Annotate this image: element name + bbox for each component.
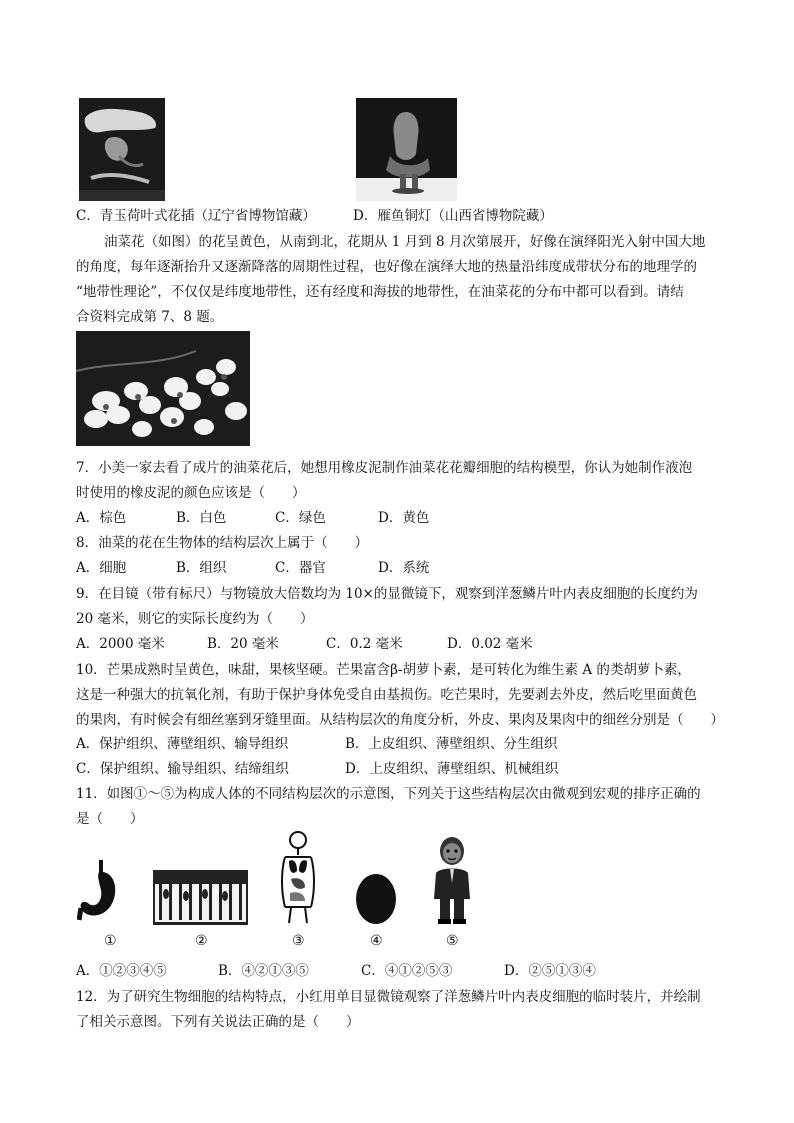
question-9-line-2: 20 毫米，则它的实际长度约为（ ） [76,611,314,627]
question-10-option-b: B．上皮组织、薄壁组织、分生组织 [345,736,558,752]
question-12-line-2: 了相关示意图。下列有关说法正确的是（ ） [76,1014,360,1030]
question-11-line-2: 是（ ） [76,811,144,827]
figure-label-1: ① [104,933,117,949]
human-organs-figure [275,831,321,925]
question-10-line-3: 的果肉，有时候会有细丝塞到牙缝里面。从结构层次的角度分析，外皮、果肉及果肉中的细丝分别是（ ） [76,712,724,728]
question-12-line-1: 12．为了研究生物细胞的结构特点，小红用单目显微镜观察了洋葱鳞片叶内表皮细胞的临时装片，并绘制 [76,989,701,1005]
question-10-line-1: 10．芒果成熟时呈黄色，味甜，果核坚硬。芒果富含β-胡萝卜素，是可转化为维生素 A 的类胡萝卜素， [76,662,691,678]
question-7-option-a: A．棕色 [76,510,127,526]
question-10-line-2: 这是一种强大的抗氧化剂，有助于保护身体免受自由基损伤。吃芒果时，先要剥去外皮，然后吃里面黄色 [76,687,697,703]
figure-label-5: ⑤ [446,933,459,949]
intro-line-4: 合资料完成第 7、8 题。 [76,309,224,325]
human-person-figure [430,833,474,925]
caption-option-d: D．雁鱼铜灯（山西省博物院藏） [353,208,553,224]
question-7-option-c: C．绿色 [275,510,326,526]
question-8-option-d: D．系统 [378,560,430,576]
intro-line-3: “地带性理论”，不仅仅是纬度地带性，还有经度和海拔的地带性，在油菜花的分布中都可以看到。请结 [76,284,684,300]
question-10-option-a: A．保护组织、薄壁组织、输导组织 [76,736,289,752]
jade-flower-vase-photo [79,98,165,201]
question-11-option-b: B．④②①③⑤ [218,963,309,979]
question-8-option-a: A．细胞 [76,560,127,576]
question-7-line-1: 7．小美一家去看了成片的油菜花后，她想用橡皮泥制作油菜花花瓣细胞的结构模型，你认为她制作液泡 [76,460,693,476]
caption-option-c: C．青玉荷叶式花插（辽宁省博物馆藏） [76,208,316,224]
question-9-option-c: C．0.2 毫米 [326,636,403,652]
figure-label-4: ④ [370,933,383,949]
tissue-figure [153,870,248,925]
question-9-option-b: B．20 毫米 [207,636,279,652]
question-11-option-a: A．①②③④⑤ [76,963,167,979]
intro-line-1: 油菜花（如图）的花呈黄色，从南到北，花期从 1 月到 8 月次第展开，好像在演绎阳光入射中国大地 [104,234,706,250]
question-7-option-b: B．白色 [176,510,227,526]
cell-figure [354,873,398,925]
question-7-line-2: 时使用的橡皮泥的颜色应该是（ ） [76,485,306,501]
question-9-line-1: 9．在目镜（带有标尺）与物镜放大倍数均为 10×的显微镜下，观察到洋葱鳞片叶内表皮细胞的长度约为 [76,586,698,602]
question-7-option-d: D．黄色 [378,510,430,526]
question-11-option-c: C．④①②⑤③ [361,963,453,979]
intro-line-2: 的角度，每年逐渐抬升又逐渐降落的周期性过程，也好像在演绎大地的热量沿纬度成带状分布的地理学的 [76,259,697,275]
question-11-option-d: D．②⑤①③④ [504,963,596,979]
question-8-option-c: C．器官 [275,560,326,576]
stomach-figure [77,858,121,924]
question-9-option-a: A．2000 毫米 [76,636,165,652]
question-11-line-1: 11．如图①～⑤为构成人体的不同结构层次的示意图，下列关于这些结构层次由微观到宏观的排序正确的 [76,786,701,802]
question-10-option-c: C．保护组织、输导组织、结缔组织 [76,761,289,777]
question-10-option-d: D．上皮组织、薄壁组织、机械组织 [345,761,559,777]
question-8-line-1: 8．油菜的花在生物体的结构层次上属于（ ） [76,535,369,551]
question-9-option-d: D．0.02 毫米 [447,636,533,652]
question-8-option-b: B．组织 [176,560,227,576]
figure-label-3: ③ [292,933,305,949]
goose-fish-bronze-lamp-photo [356,98,457,201]
rapeseed-flower-photo [76,331,250,446]
figure-label-2: ② [195,933,208,949]
